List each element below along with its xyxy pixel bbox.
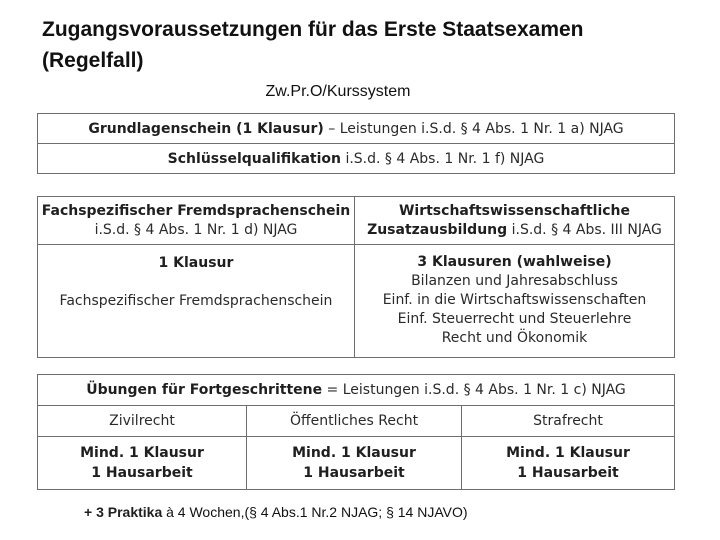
requirement-homework: 1 Hausarbeit: [303, 465, 405, 481]
internship-footnote: [84, 504, 468, 520]
wirtschaft-title-line1: Wirtschaftswissenschaftliche: [398, 202, 631, 219]
grundlagenschein-label: Grundlagenschein (1 Klausur): [88, 120, 324, 137]
page-title: Zugangsvoraussetzungen für das Erste Staatsexamen (Regelfall): [42, 18, 584, 72]
advanced-exercises-title: Übungen für Fortgeschrittene: [86, 382, 323, 398]
fremdsprachenschein-title: Fachspezifischer Fremdsprachenschein: [41, 202, 351, 219]
advanced-exercises-table: [37, 374, 675, 490]
schluesselqualifikation-row: [38, 144, 675, 174]
oeffentliches-recht-requirements: [247, 437, 462, 490]
wirtschaft-body: [355, 245, 675, 358]
schluesselqualifikation-label: Schlüsselqualifikation: [167, 150, 341, 167]
wirtschaft-exam-count: 3 Klausuren (wahlweise): [417, 254, 612, 270]
requirement-exam: Mind. 1 Klausur: [292, 445, 416, 461]
advanced-exercises-reference: = Leistungen i.S.d. § 4 Abs. 1 Nr. 1 c) NJAG: [322, 382, 626, 398]
additional-qualifications-table: [37, 196, 675, 358]
fremdsprachenschein-exam-name: Fachspezifischer Fremdsprachenschein: [59, 293, 333, 309]
requirement-exam: Mind. 1 Klausur: [80, 445, 204, 461]
wirtschaft-title-line2: Zusatzausbildung: [367, 221, 508, 238]
column-zivilrecht: Zivilrecht: [38, 406, 247, 437]
requirement-exam: Mind. 1 Klausur: [506, 445, 630, 461]
wirtschaft-header: [355, 197, 675, 245]
column-strafrecht: Strafrecht: [462, 406, 675, 437]
page-subtitle: Zw.Pr.O/Kurssystem: [265, 83, 411, 100]
basic-requirements-table: [37, 113, 675, 174]
column-oeffentliches-recht: Öffentliches Recht: [247, 406, 462, 437]
strafrecht-requirements: [462, 437, 675, 490]
schluesselqualifikation-reference: i.S.d. § 4 Abs. 1 Nr. 1 f) NJAG: [341, 150, 545, 167]
zivilrecht-requirements: [38, 437, 247, 490]
grundlagenschein-reference: – Leistungen i.S.d. § 4 Abs. 1 Nr. 1 a) NJAG: [323, 120, 624, 137]
wirtschaft-exam-item: Einf. in die Wirtschaftswissenschaften: [382, 292, 647, 308]
fremdsprachenschein-exam-count: 1 Klausur: [158, 255, 234, 271]
wirtschaft-exam-item: Einf. Steuerrecht und Steuerlehre: [397, 311, 632, 327]
fremdsprachenschein-header: [38, 197, 355, 245]
internship-detail: à 4 Wochen,(§ 4 Abs.1 Nr.2 NJAG; § 14 NJAVO): [162, 504, 468, 520]
internship-count: + 3 Praktika: [84, 504, 163, 520]
wirtschaft-exam-item: Recht und Ökonomik: [441, 330, 588, 346]
fremdsprachenschein-reference: i.S.d. § 4 Abs. 1 Nr. 1 d) NJAG: [94, 221, 298, 238]
advanced-exercises-header: [38, 375, 675, 406]
grundlagenschein-row: [38, 114, 675, 144]
requirement-homework: 1 Hausarbeit: [517, 465, 619, 481]
wirtschaft-reference: i.S.d. § 4 Abs. III NJAG: [507, 221, 662, 238]
fremdsprachenschein-body: [38, 245, 355, 358]
requirement-homework: 1 Hausarbeit: [91, 465, 193, 481]
wirtschaft-exam-item: Bilanzen und Jahresabschluss: [411, 273, 618, 289]
